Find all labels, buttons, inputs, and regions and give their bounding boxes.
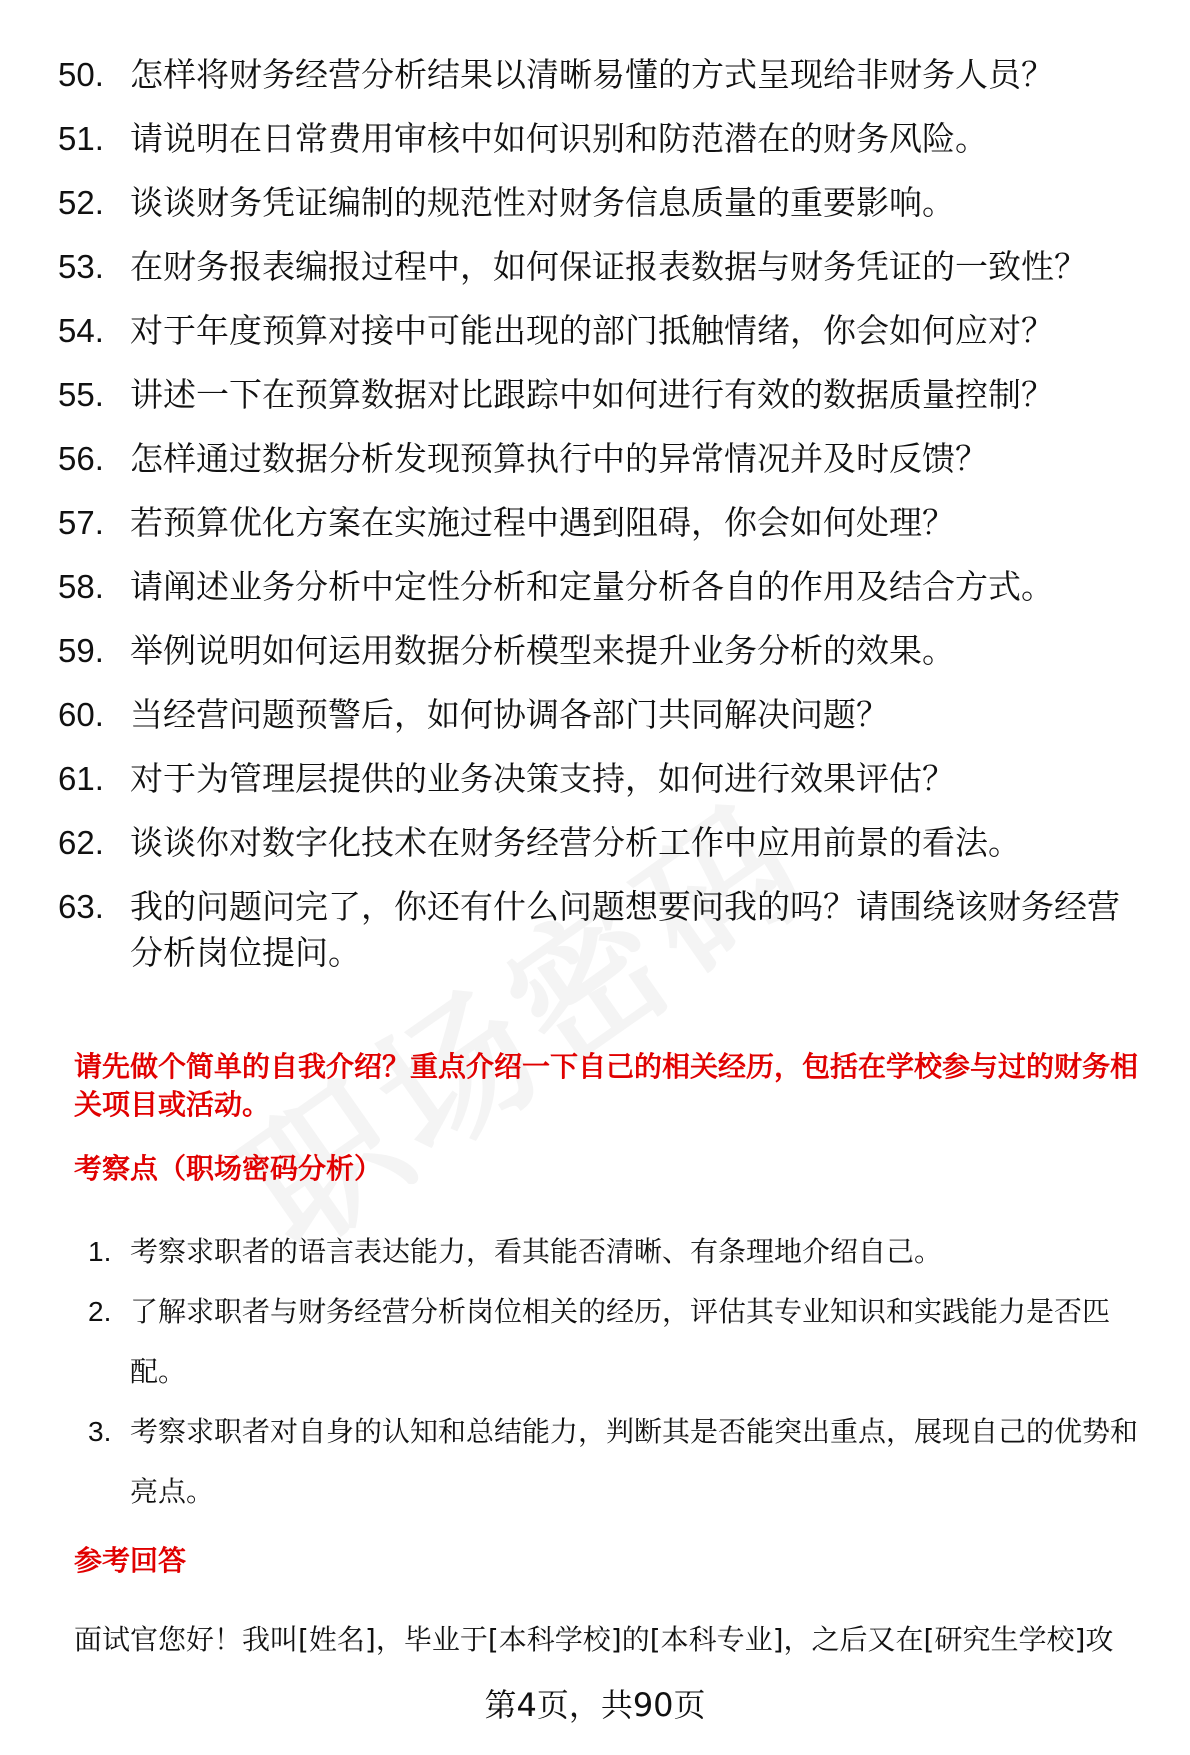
question-number: 62.	[58, 824, 104, 861]
list-item	[58, 372, 1148, 418]
page-footer: 第4页，共90页	[484, 1686, 706, 1724]
focus-number: 3.	[88, 1416, 112, 1447]
question-text: 怎样通过数据分析发现预算执行中的异常情况并及时反馈？	[130, 439, 988, 478]
question-text: 请说明在日常费用审核中如何识别和防范潜在的财务风险。	[130, 119, 988, 158]
question-text: 若预算优化方案在实施过程中遇到阻碍，你会如何处理？	[130, 503, 955, 542]
question-text: 在财务报表编报过程中，如何保证报表数据与财务凭证的一致性？	[130, 247, 1087, 286]
focus-number: 1.	[88, 1236, 112, 1267]
question-number: 54.	[58, 312, 104, 349]
list-item	[58, 884, 1148, 976]
question-number: 50.	[58, 56, 104, 93]
list-item	[58, 308, 1148, 354]
question-text: 我的问题问完了，你还有什么问题想要问我的吗？请围绕该财务经营分析岗位提问。	[130, 887, 1120, 972]
question-number: 58.	[58, 568, 104, 605]
list-item	[58, 180, 1148, 226]
question-text: 谈谈财务凭证编制的规范性对财务信息质量的重要影响。	[130, 183, 955, 222]
list-item	[88, 1402, 1158, 1522]
list-item	[88, 1222, 1158, 1282]
question-text: 谈谈你对数字化技术在财务经营分析工作中应用前景的看法。	[130, 823, 1021, 862]
question-list	[58, 52, 1148, 994]
list-item	[58, 436, 1148, 482]
list-item	[58, 116, 1148, 162]
list-item	[58, 564, 1148, 610]
question-number: 55.	[58, 376, 104, 413]
focus-text: 考察求职者的语言表达能力，看其能否清晰、有条理地介绍自己。	[130, 1235, 943, 1268]
reference-answer-title: 参考回答	[74, 1544, 187, 1577]
focus-text: 了解求职者与财务经营分析岗位相关的经历，评估其专业知识和实践能力是否匹配。	[130, 1295, 1111, 1388]
focus-list	[88, 1222, 1158, 1522]
question-number: 61.	[58, 760, 104, 797]
question-number: 60.	[58, 696, 104, 733]
question-text: 怎样将财务经营分析结果以清晰易懂的方式呈现给非财务人员？	[130, 55, 1054, 94]
focus-title: 考察点（职场密码分析）	[74, 1152, 383, 1185]
question-text: 对于为管理层提供的业务决策支持，如何进行效果评估？	[130, 759, 955, 798]
question-number: 56.	[58, 440, 104, 477]
question-text: 举例说明如何运用数据分析模型来提升业务分析的效果。	[130, 631, 955, 670]
question-number: 53.	[58, 248, 104, 285]
list-item	[58, 244, 1148, 290]
section-heading: 请先做个简单的自我介绍？重点介绍一下自己的相关经历，包括在学校参与过的财务相关项目或活动。	[74, 1050, 1139, 1121]
question-number: 59.	[58, 632, 104, 669]
question-number: 57.	[58, 504, 104, 541]
list-item	[88, 1282, 1158, 1402]
focus-number: 2.	[88, 1296, 112, 1327]
list-item	[58, 52, 1148, 98]
question-number: 52.	[58, 184, 104, 221]
list-item	[58, 500, 1148, 546]
question-text: 对于年度预算对接中可能出现的部门抵触情绪，你会如何应对？	[130, 311, 1054, 350]
question-number: 63.	[58, 888, 104, 925]
list-item	[58, 628, 1148, 674]
list-item	[58, 756, 1148, 802]
question-text: 请阐述业务分析中定性分析和定量分析各自的作用及结合方式。	[130, 567, 1054, 606]
list-item	[58, 820, 1148, 866]
reference-answer-text: 面试官您好！我叫[姓名]，毕业于[本科学校]的[本科专业]，之后又在[研究生学校]攻	[74, 1623, 1114, 1656]
list-item	[58, 692, 1148, 738]
question-text: 讲述一下在预算数据对比跟踪中如何进行有效的数据质量控制？	[130, 375, 1054, 414]
question-number: 51.	[58, 120, 104, 157]
focus-text: 考察求职者对自身的认知和总结能力，判断其是否能突出重点，展现自己的优势和亮点。	[130, 1415, 1139, 1508]
question-text: 当经营问题预警后，如何协调各部门共同解决问题？	[130, 695, 889, 734]
